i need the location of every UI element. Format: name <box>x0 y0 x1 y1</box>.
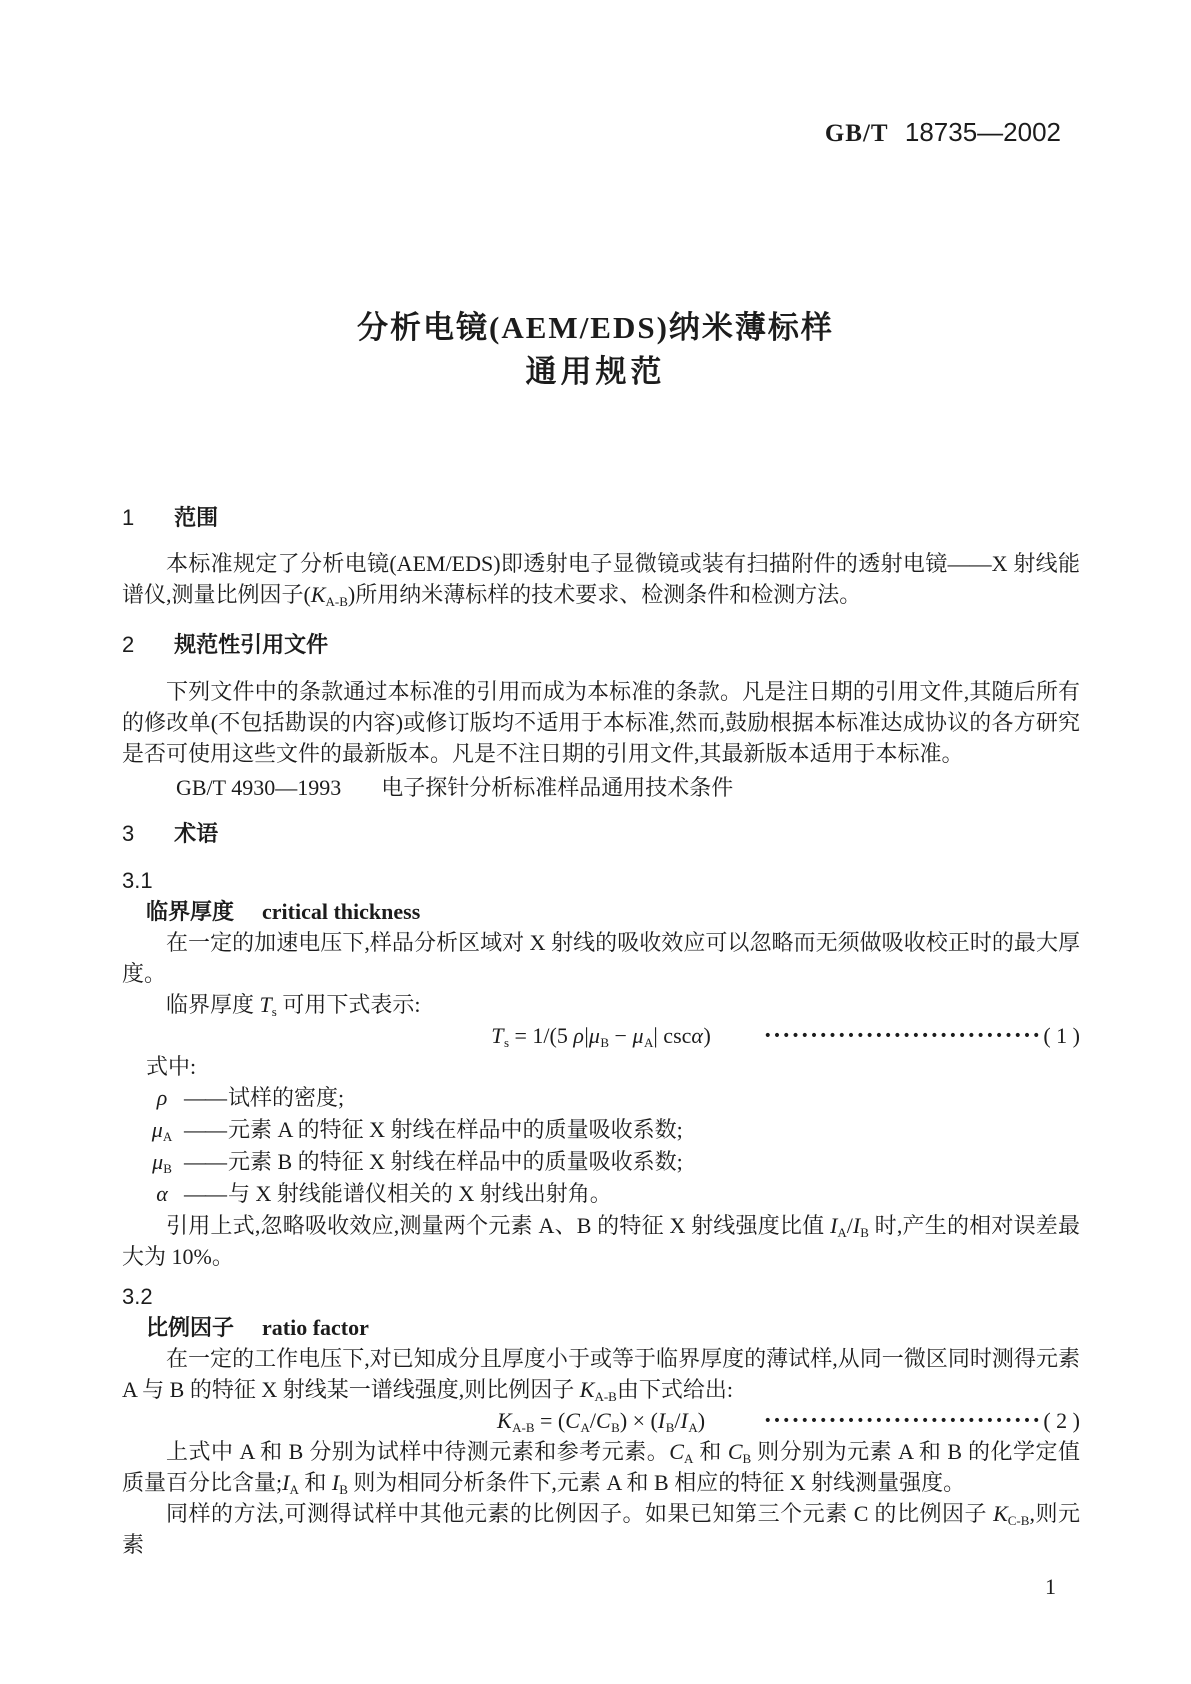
formula-1-number: ( 1 ) <box>1043 1023 1080 1048</box>
section-heading-normative-references <box>122 629 1080 660</box>
document-title-line2: 通用规范 <box>525 354 666 389</box>
definition-dash: —— <box>184 1181 226 1206</box>
symbol-description: 与 X 射线能谱仪相关的 X 射线出射角。 <box>228 1181 612 1206</box>
standard-code-prefix: GB/T <box>824 120 889 147</box>
section-heading-terms <box>122 818 1080 849</box>
formula-2 <box>122 1405 1080 1436</box>
referenced-standard-code: GB/T 4930—1993 <box>176 775 342 800</box>
term-heading-ratio-factor <box>122 1312 1080 1343</box>
document-title-line1: 分析电镜(AEM/EDS)纳米薄标样 <box>357 310 834 345</box>
symbol-description: 元素 B 的特征 X 射线在样品中的质量吸收系数; <box>228 1149 683 1174</box>
formula-1 <box>122 1020 1080 1051</box>
section-number: 1 <box>122 505 135 530</box>
formula-1-equation: $T_s = 1/(5$ $\rho|\mu_B - \mu_A|$ cscα) <box>491 1023 711 1050</box>
definition-dash: —— <box>184 1085 226 1110</box>
symbol-description: 试样的密度; <box>228 1085 345 1110</box>
section-number: 3 <box>122 821 135 846</box>
document-title <box>0 306 1191 394</box>
dot-leader: •••••••••••••••••••••••••••••• <box>763 1413 1042 1429</box>
definition-dash: —— <box>184 1117 226 1142</box>
formula-intro-paragraph: 临界厚度 $T_s$ 可用下式表示: <box>166 992 421 1019</box>
document-body <box>122 502 1080 1560</box>
symbol: α <box>156 1181 168 1206</box>
definition-dash: —— <box>184 1149 226 1174</box>
clause-number-3-2: 3.2 <box>122 1284 153 1309</box>
section-number: 2 <box>122 632 135 657</box>
referenced-standard-name: 电子探针分析标准样品通用技术条件 <box>381 775 734 800</box>
dot-leader: •••••••••••••••••••••••••••••• <box>763 1028 1042 1044</box>
term-english: critical thickness <box>262 899 421 924</box>
symbol: $\mu_B$ <box>152 1149 172 1176</box>
section-heading-scope <box>122 502 1080 533</box>
where-label: 式中: <box>146 1054 197 1079</box>
symbol-definition-alpha <box>122 1178 1080 1210</box>
symbol-definition-mu-b <box>122 1146 1080 1178</box>
referenced-standard <box>122 772 1080 803</box>
standard-code-number: 18735—2002 <box>904 117 1061 147</box>
section-title: 术语 <box>174 821 219 846</box>
error-note-paragraph: 引用上式,忽略吸收效应,测量两个元素 A、B 的特征 X 射线强度比值 $I_A/I_B$ 时,产生的相对误差最大为 10%。 <box>122 1213 1080 1269</box>
other-elements-paragraph: 同样的方法,可测得试样中其他元素的比例因子。如果已知第三个元素 C 的比例因子 $K_{C-B}$,则元素 <box>122 1501 1080 1557</box>
symbol-definition-mu-a <box>122 1114 1080 1146</box>
scope-paragraph: 本标准规定了分析电镜(AEM/EDS)即透射电子显微镜或装有扫描附件的透射电镜——X 射线能谱仪,测量比例因子$(K_{A-B})$所用纳米薄标样的技术要求、检测条件和检测方法。 <box>122 551 1080 609</box>
references-paragraph: 下列文件中的条款通过本标准的引用而成为本标准的条款。凡是注日期的引用文件,其随后所有的修改单(不包括勘误的内容)或修订版均不适用于本标准,然而,鼓励根据本标准达成协议的各方研究是否可使用这些文件的最新版本。凡是不注日期的引用文件,其最新版本适用于本标准。 <box>122 679 1080 766</box>
ratio-factor-definition-paragraph: 在一定的工作电压下,对已知成分且厚度小于或等于临界厚度的薄试样,从同一微区同时测得元素 A 与 B 的特征 X 射线某一谱线强度,则比例因子 $K_{A-B}$由下式给出: <box>122 1346 1080 1404</box>
formula-explanation-paragraph: 上式中 A 和 B 分别为试样中待测元素和参考元素。$C_A$ 和 $C_B$ 则分别为元素 A 和 B 的化学定值质量百分比含量$;I_A$ 和 $I_B$ 则为相同分析条件下,元素 A 和 B 相应的特征 X 射线测量强度。 <box>122 1439 1080 1497</box>
formula-2-number: ( 2 ) <box>1043 1408 1080 1433</box>
symbol-definition-rho <box>122 1082 1080 1114</box>
page-number: 1 <box>1045 1574 1056 1599</box>
symbol: ρ <box>156 1085 168 1110</box>
formula-1-leader <box>764 1020 1080 1052</box>
clause-number-3-1: 3.1 <box>122 868 153 893</box>
term-definition-paragraph: 在一定的加速电压下,样品分析区域对 X 射线的吸收效应可以忽略而无须做吸收校正时的最大厚度。 <box>122 930 1080 986</box>
term-chinese: 临界厚度 <box>146 899 235 924</box>
section-title: 规范性引用文件 <box>174 632 329 657</box>
symbol: $\mu_A$ <box>151 1117 173 1144</box>
section-title: 范围 <box>174 505 219 530</box>
standard-code <box>0 0 1191 150</box>
term-chinese: 比例因子 <box>146 1315 235 1340</box>
formula-2-leader <box>764 1405 1080 1437</box>
term-english: ratio factor <box>262 1315 369 1340</box>
term-heading-critical-thickness <box>122 896 1080 927</box>
symbol-description: 元素 A 的特征 X 射线在样品中的质量吸收系数; <box>228 1117 683 1142</box>
formula-2-equation: $K_{A-B} = (C_A/C_B) \times (I_B/I_A)$ <box>496 1408 706 1435</box>
